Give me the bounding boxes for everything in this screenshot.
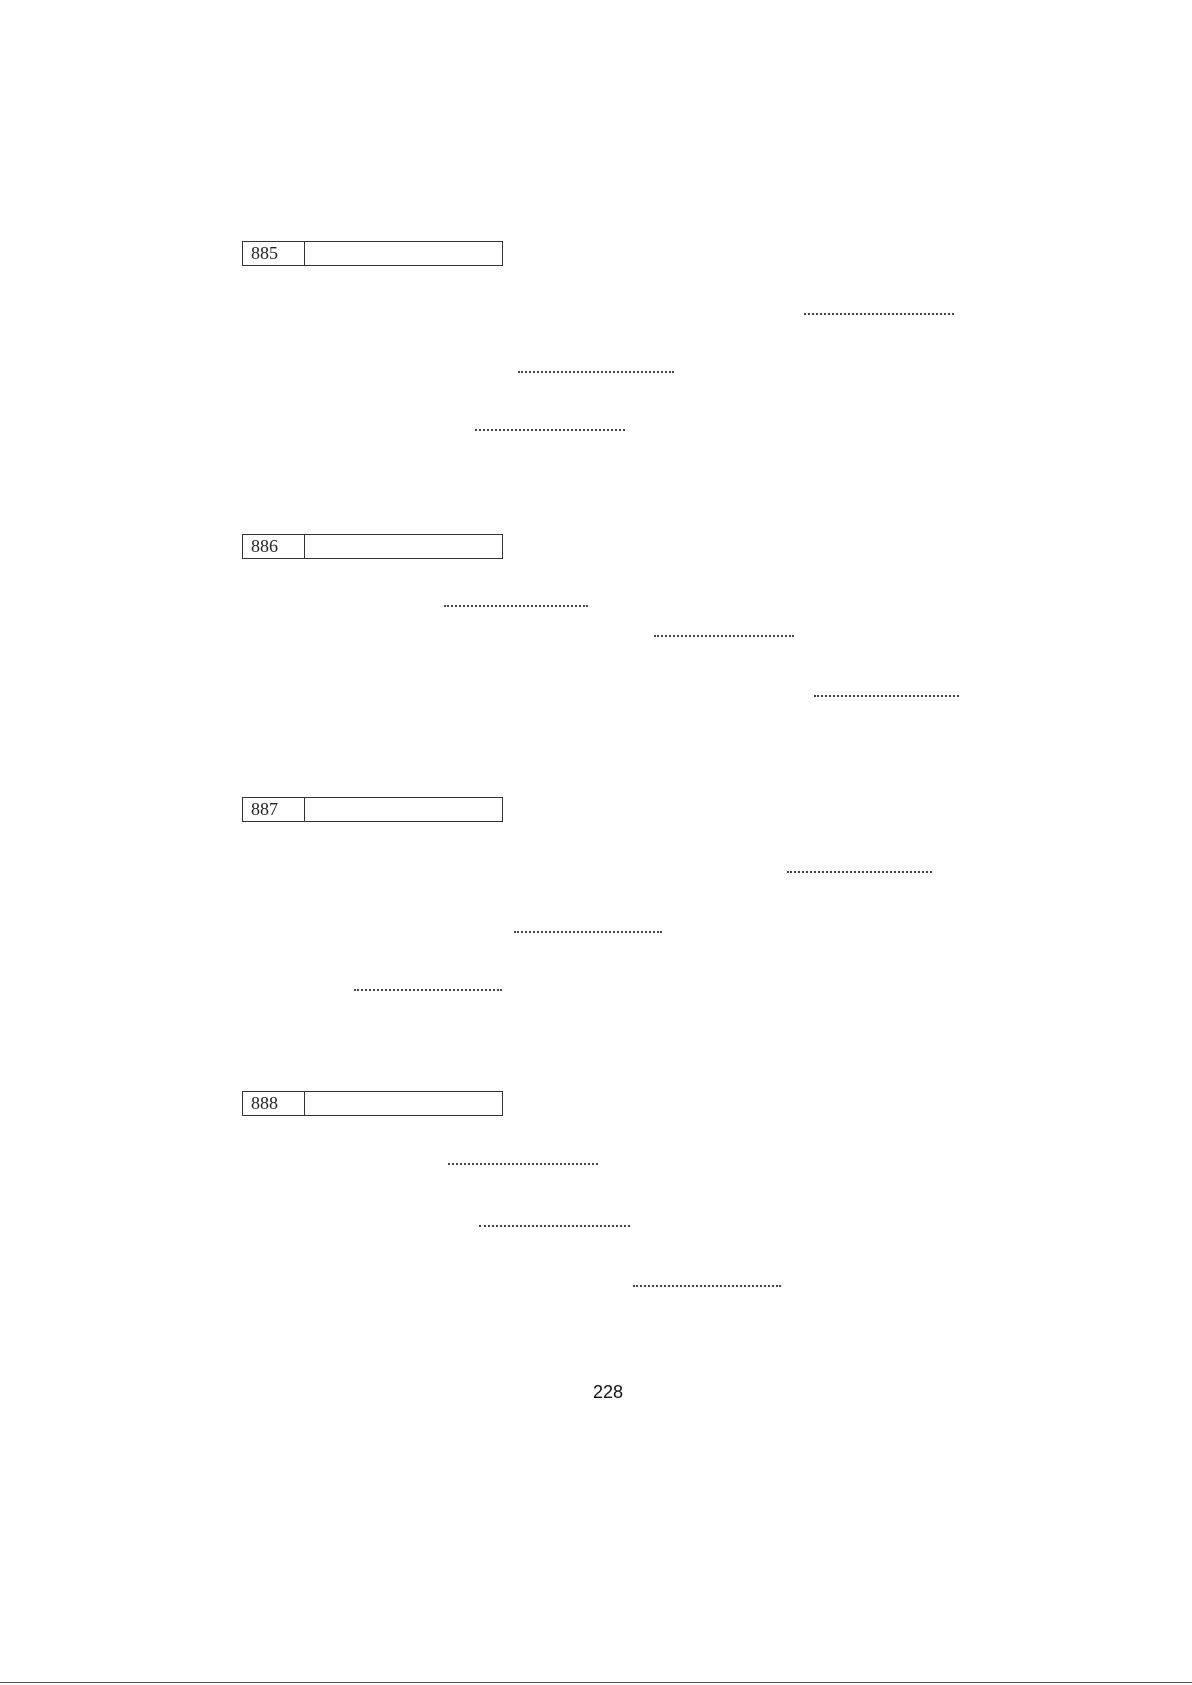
answer-blank[interactable] <box>448 1163 598 1165</box>
question-answer-field[interactable] <box>305 535 502 558</box>
answer-blank[interactable] <box>354 989 502 991</box>
question-answer-field[interactable] <box>305 798 502 821</box>
answer-blank[interactable] <box>518 371 674 373</box>
answer-blank[interactable] <box>787 871 932 873</box>
answer-blank[interactable] <box>479 1225 630 1227</box>
answer-blank[interactable] <box>804 313 954 315</box>
answer-blank[interactable] <box>654 635 794 637</box>
bottom-divider <box>0 1682 1192 1683</box>
question-box-887 <box>242 797 503 822</box>
question-answer-field[interactable] <box>305 1092 502 1115</box>
page-number: 228 <box>592 1382 624 1402</box>
question-answer-field[interactable] <box>305 242 502 265</box>
answer-blank[interactable] <box>633 1285 781 1287</box>
question-number: 887 <box>243 798 305 821</box>
question-box-888 <box>242 1091 503 1116</box>
question-box-885 <box>242 241 503 266</box>
question-box-886 <box>242 534 503 559</box>
answer-blank[interactable] <box>475 429 625 431</box>
answer-blank[interactable] <box>514 931 662 933</box>
question-number: 886 <box>243 535 305 558</box>
answer-blank[interactable] <box>444 605 588 607</box>
answer-blank[interactable] <box>814 695 959 697</box>
question-number: 885 <box>243 242 305 265</box>
question-number: 888 <box>243 1092 305 1115</box>
